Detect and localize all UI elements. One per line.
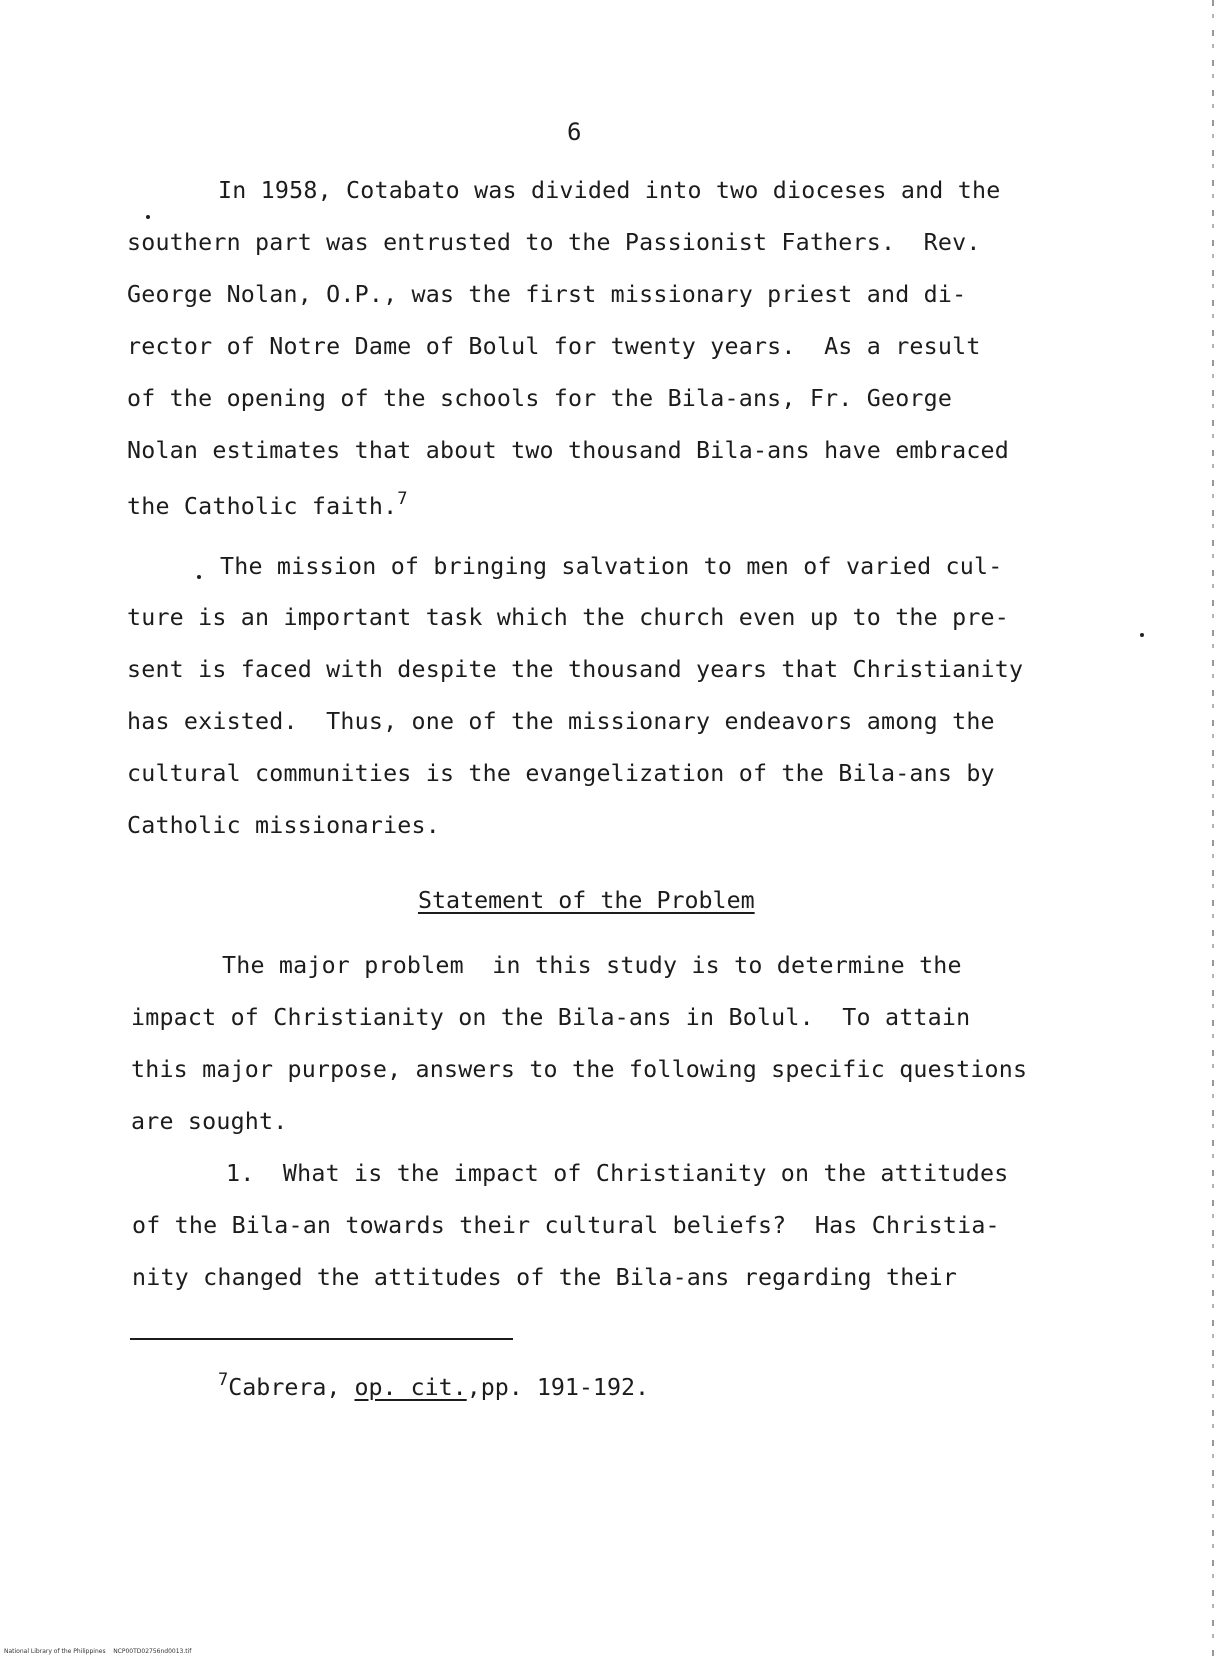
text-line: nity changed the attitudes of the Bila-ans regarding their (132, 1264, 958, 1291)
text-line: has existed. Thus, one of the missionary endeavors among the (127, 708, 995, 735)
scan-edge-artifact (1212, 0, 1214, 1658)
footnote-rule (130, 1338, 513, 1340)
page-number: 6 (567, 118, 582, 146)
text-line: of the Bila-an towards their cultural beliefs? Has Christia- (132, 1212, 1000, 1239)
text-line: cultural communities is the evangelization of the Bila-ans by (127, 760, 995, 787)
text-line: ture is an important task which the church even up to the pre- (127, 604, 1010, 631)
text-line: impact of Christianity on the Bila-ans in Bolul. To attain (131, 1004, 971, 1031)
text-line: The major problem in this study is to determine the (222, 952, 962, 979)
scan-speck (197, 575, 201, 579)
text-line: are sought. (131, 1108, 288, 1135)
text-line: sent is faced with despite the thousand years that Christianity (127, 656, 1024, 683)
text-line: Nolan estimates that about two thousand Bila-ans have embraced (127, 437, 1010, 464)
text-line: rector of Notre Dame of Bolul for twenty years. As a result (127, 333, 981, 360)
footnote (218, 1370, 649, 1401)
scan-speck (1140, 633, 1144, 637)
text-line: southern part was entrusted to the Passionist Fathers. Rev. (127, 229, 981, 256)
footnote-reference: 7 (397, 489, 408, 509)
text-line: 1. What is the impact of Christianity on the attitudes (226, 1160, 1009, 1187)
text-line: this major purpose, answers to the following specific questions (131, 1056, 1028, 1083)
footnote-pages: ,pp. 191-192. (466, 1374, 650, 1401)
text-line: In 1958, Cotabato was divided into two dioceses and the (218, 177, 1001, 204)
text-line: George Nolan, O.P., was the first missionary priest and di- (127, 281, 967, 308)
footnote-citation: op. cit. (354, 1374, 467, 1401)
scan-footer: National Library of the Philippines NCP00TD02756nd0013.tif (4, 1648, 192, 1655)
text-line: The mission of bringing salvation to men of varied cul- (220, 553, 1003, 580)
text-line (127, 489, 408, 520)
footnote-marker: 7 (218, 1370, 229, 1390)
text-line: Catholic missionaries. (127, 812, 440, 839)
footnote-author: Cabrera, (228, 1374, 355, 1401)
scan-speck (146, 215, 150, 219)
text-line-content: the Catholic faith. (127, 493, 398, 520)
text-line: of the opening of the schools for the Bila-ans, Fr. George (127, 385, 953, 412)
section-heading: Statement of the Problem (418, 887, 755, 914)
